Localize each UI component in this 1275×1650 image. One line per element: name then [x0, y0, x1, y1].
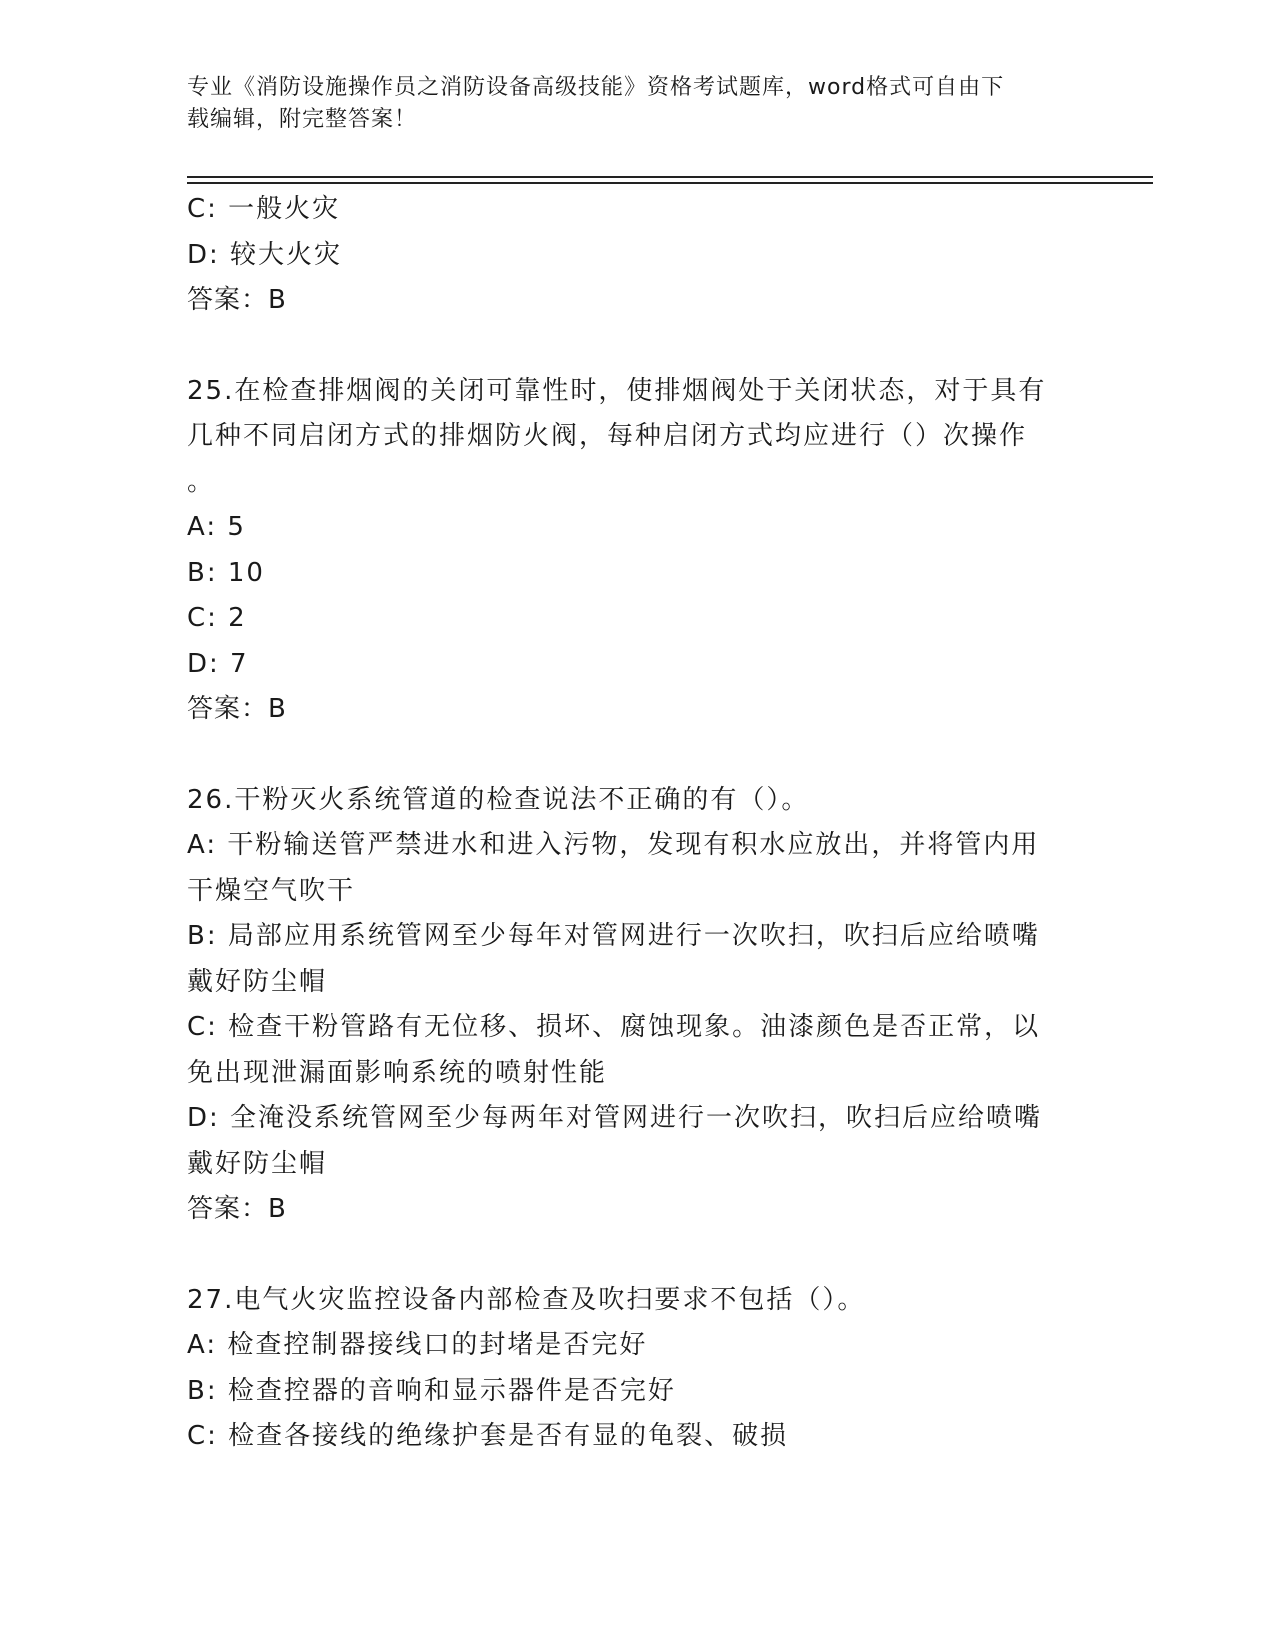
- q26-option-a-line-1: A: 干粉输送管严禁进水和进入污物，发现有积水应放出，并将管内用: [187, 830, 1040, 860]
- spacer: [187, 324, 1087, 369]
- q26-option-d-line-1: D: 全淹没系统管网至少每两年对管网进行一次吹扫，吹扫后应给喷嘴: [187, 1103, 1043, 1133]
- prev-option-d: D: 较大火灾: [187, 239, 343, 270]
- q27-option-a: A: 检查控制器接线口的封堵是否完好: [187, 1330, 648, 1360]
- q27-option-c: C: 检查各接线的绝缘护套是否有显的龟裂、破损: [187, 1421, 789, 1451]
- q25-option-d: D: 7: [187, 648, 249, 679]
- header-line-2: 载编辑，附完整答案！: [187, 107, 418, 132]
- q25-option-c: C: 2: [187, 603, 247, 633]
- q25-option-a: A: 5: [187, 512, 246, 542]
- q27-option-b: B: 检查控器的音响和显示器件是否完好: [187, 1375, 676, 1406]
- q25-stem-line-3: 。: [187, 466, 216, 497]
- prev-option-c: C: 一般火灾: [187, 194, 341, 224]
- q25-option-b: B: 10: [187, 557, 265, 588]
- header-rule-top: [187, 176, 1153, 178]
- q26-option-c-line-1: C: 检查干粉管路有无位移、损坏、腐蚀现象。油漆颜色是否正常，以: [187, 1012, 1041, 1042]
- header-line-1: 专业《消防设施操作员之消防设备高级技能》资格考试题库，word格式可自由下: [187, 75, 1005, 100]
- q26-option-a-line-2: 干燥空气吹干: [187, 875, 356, 906]
- q27-stem: 27.电气火灾监控设备内部检查及吹扫要求不包括（）。: [187, 1284, 866, 1315]
- q25-answer: 答案：B: [187, 694, 287, 724]
- q26-option-b-line-1: B: 局部应用系统管网至少每年对管网进行一次吹扫，吹扫后应给喷嘴: [187, 921, 1040, 951]
- spacer: [187, 733, 1087, 778]
- prev-answer: 答案：B: [187, 285, 287, 315]
- q26-option-d-line-2: 戴好防尘帽: [187, 1148, 328, 1179]
- spacer: [187, 1233, 1087, 1278]
- q25-stem-line-2: 几种不同启闭方式的排烟防火阀，每种启闭方式均应进行（）次操作: [187, 421, 1028, 451]
- q25-stem-line-1: 25.在检查排烟阀的关闭可靠性时，使排烟阀处于关闭状态，对于具有: [187, 375, 1047, 406]
- q26-answer: 答案：B: [187, 1194, 287, 1224]
- header-rule-bottom: [187, 182, 1153, 184]
- document-header: [187, 72, 1067, 136]
- q26-option-c-line-2: 免出现泄漏面影响系统的喷射性能: [187, 1057, 608, 1088]
- q26-option-b-line-2: 戴好防尘帽: [187, 966, 328, 997]
- q26-stem: 26.干粉灭火系统管道的检查说法不正确的有（）。: [187, 784, 810, 815]
- question-content: [187, 187, 1087, 1460]
